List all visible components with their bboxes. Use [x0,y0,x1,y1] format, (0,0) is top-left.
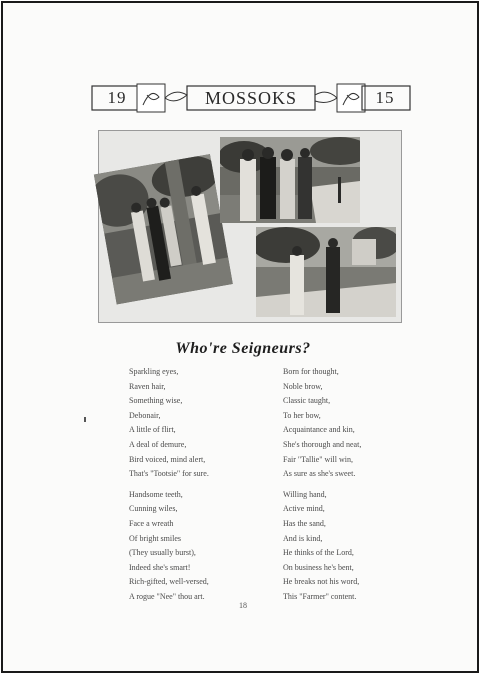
poem-line: A rogue "Nee" thou art. [129,591,205,601]
poem-line: As sure as she's sweet. [283,469,356,479]
poem-line: Fair "Tallie" will win, [283,454,353,464]
poem-line: A little of flirt, [129,425,176,435]
poem-right-column [283,365,413,605]
yearbook-header-banner [91,83,411,113]
poem-line: Of bright smiles [129,533,181,543]
poem-title: Who're Seigneurs? [175,340,311,357]
poem-line: Face a wreath [129,518,174,528]
poem-line: Indeed she's smart! [129,562,191,572]
poem-line: Sparkling eyes, [129,367,179,376]
poem-line: And is kind, [283,533,323,543]
poem-line: He thinks of the Lord, [283,548,354,558]
poem-line: Rich-gifted, well-versed, [129,577,209,587]
poem-line: Born for thought, [283,367,339,376]
poem-line: Active mind, [283,504,325,514]
photo-couple-sidewalk [256,227,396,317]
poem-line: (They usually burst), [129,548,196,558]
year-right-label: 15 [375,88,395,107]
photo-four-people-path [220,137,360,223]
poem-line: That's "Tootsie" for sure. [129,469,209,479]
poem-line: This "Farmer" content. [283,591,357,601]
poem-line: To her bow, [283,410,321,420]
poem-line: Willing hand, [283,489,327,499]
poem-line: Has the sand, [283,518,326,528]
poem-left-column [129,365,259,605]
poem-line: Raven hair, [129,381,166,391]
page-number: 18 [239,601,247,610]
poem-line: Bird voiced, mind alert, [129,454,206,464]
yearbook-page [1,1,479,673]
poem-line: Handsome teeth, [129,489,183,499]
poem-line: Classic taught, [283,396,331,406]
poem-line: A deal of demure, [129,439,187,449]
photo-collage [98,130,402,323]
year-left-label: 19 [107,88,127,107]
poem-line: She's thorough and neat, [283,439,362,449]
poem-line: He breaks not his word, [283,577,360,587]
poem-line: Acquaintance and kin, [283,425,355,435]
yearbook-title: MOSSOKS [204,88,298,108]
photo-group-in-woods [94,154,233,304]
poem-line: Cunning wiles, [129,504,178,514]
poem-line: Debonair, [129,410,161,420]
poem-line: Something wise, [129,396,183,406]
poem-line: Noble brow, [283,381,323,391]
poem-line: On business he's bent, [283,562,354,572]
margin-mark [84,417,86,422]
